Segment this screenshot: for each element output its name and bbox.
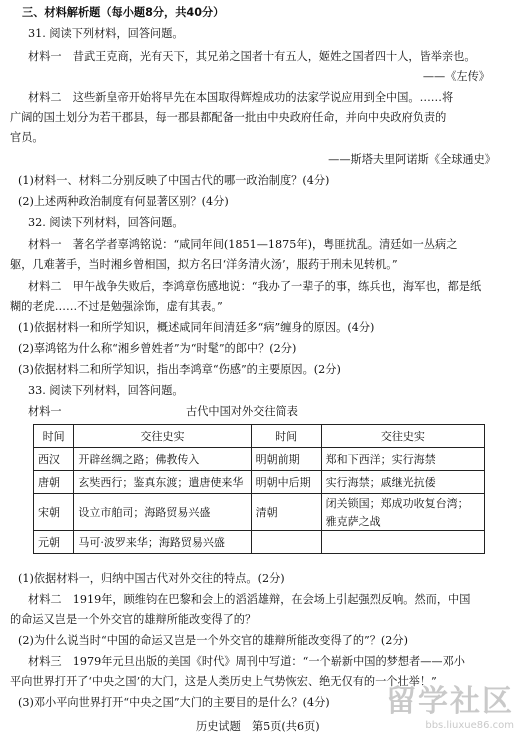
watermark <box>386 676 514 731</box>
page-footer: 历史试题 第5页(共6页) <box>196 720 320 733</box>
q32-stem: 32. 阅读下列材料，回答问题。 <box>28 216 184 229</box>
q32-part3: (3)依据材料二和所学知识，指出李鸿章“伤感”的主要原因。(2分) <box>18 363 341 376</box>
q31-material2-line2: 广阔的国土划分为若干郡县，每一郡县都配备一批由中央政府任命，并向中央政府负责的 <box>10 111 447 124</box>
q32-part2: (2)辜鸿铭为什么称“湘乡曾姓者”为“时髦”的郎中？(2分) <box>18 342 297 355</box>
table-cell <box>321 531 484 554</box>
table-header-cell: 交往史实 <box>74 425 251 448</box>
q31-part2: (2)上述两种政治制度有何显著区别？(4分) <box>18 195 229 208</box>
table-cell: 元朝 <box>34 531 74 554</box>
q33-part2: (2)为什么说当时“中国的命运又岂是一个外交官的雄辩所能改变得了的”？(2分) <box>18 634 408 647</box>
table-header-cell: 时间 <box>251 425 321 448</box>
q31-material2-source: ——斯塔夫里阿诺斯《全球通史》 <box>328 153 496 166</box>
table-cell: 玄奘西行；鉴真东渡；遣唐使来华 <box>74 471 251 494</box>
table-cell: 郑和下西洋；实行海禁 <box>321 448 484 471</box>
table-cell: 清朝 <box>251 494 321 531</box>
table-row <box>34 448 485 471</box>
q31-material2-line3: 官员。 <box>10 131 44 144</box>
watermark-url: bbs.liuxue86.com <box>425 720 514 731</box>
table-cell: 闭关锁国；郑成功收复台湾； <box>321 494 484 513</box>
table-cell: 明朝前期 <box>251 448 321 471</box>
table-cell: 雅克萨之战 <box>321 512 484 531</box>
table-cell <box>251 531 321 554</box>
table-header-cell: 时间 <box>34 425 74 448</box>
q31-material1-source: ——《左传》 <box>422 70 490 83</box>
q32-material1-line2: 躯，几难著手，当时湘乡曾相国，拟方名曰‘洋务清火汤’，服药于刑未见转机。” <box>10 258 398 271</box>
table-cell: 西汉 <box>34 448 74 471</box>
table-cell: 设立市舶司；海路贸易兴盛 <box>74 494 251 531</box>
q33-part3: (3)邓小平向世界打开“中央之国”大门的主要目的是什么？(4分) <box>18 696 330 709</box>
table-title: 古代中国对外交往简表 <box>186 405 298 418</box>
table-header-cell: 交往史实 <box>321 425 484 448</box>
q32-material2-line2: 糊的老虎……不过是勉强涂饰，虚有其表。” <box>10 300 223 313</box>
q31-part1: (1)材料一、材料二分别反映了中国古代的哪一政治制度？(4分) <box>18 174 330 187</box>
section-title: 三、材料解析题（每小题8分，共40分） <box>22 6 225 19</box>
table-cell: 马可·波罗来华；海路贸易兴盛 <box>74 531 251 554</box>
table-cell: 唐朝 <box>34 471 74 494</box>
q32-material2-line1: 材料二 甲午战争失败后，李鸿章伤感地说：“我办了一辈子的事，练兵也，海军也，都是纸 <box>28 280 482 293</box>
q33-material3-line2: 平向世界打开了‘中央之国’的大门，这是人类历史上气势恢宏、绝无仅有的一个壮举！” <box>10 675 437 688</box>
q33-part1: (1)依据材料一，归纳中国古代对外交往的特点。(2分) <box>18 572 285 585</box>
q33-material2-line2: 的命运又岂是一个外交官的雄辩所能改变得了的？ <box>10 613 257 626</box>
q31-stem: 31. 阅读下列材料，回答问题。 <box>28 27 184 40</box>
table-cell: 开辟丝绸之路；佛教传入 <box>74 448 251 471</box>
q33-material3-line1: 材料三 1979年元旦出版的美国《时代》周刊中写道：“一个崭新中国的梦想者——邓小 <box>28 655 465 668</box>
table-row <box>34 531 485 554</box>
q31-material1: 材料一 昔武王克商，光有天下，其兄弟之国者十有五人，姬姓之国者四十人，皆举亲也。 <box>28 50 476 63</box>
table-cell: 实行海禁；戚继光抗倭 <box>321 471 484 494</box>
table-cell: 明朝中后期 <box>251 471 321 494</box>
q33-material1-label: 材料一 <box>28 405 62 418</box>
table-header-row <box>34 425 485 448</box>
q32-material1-line1: 材料一 著名学者辜鸿铭说：“咸同年间(1851—1875年)，粤匪扰乱。清廷如一丛病之 <box>28 238 458 251</box>
table-row <box>34 494 485 513</box>
foreign-relations-table <box>33 424 485 554</box>
q33-stem: 33. 阅读下列材料，回答问题。 <box>28 384 184 397</box>
watermark-title: 留学社区 <box>386 684 514 719</box>
q32-part1: (1)依据材料一和所学知识，概述咸同年间清廷多“病”缠身的原因。(4分) <box>18 321 375 334</box>
q31-material2-line1: 材料二 这些新皇帝开始将早先在本国取得辉煌成功的法家学说应用到全中国。……将 <box>28 91 454 104</box>
table-row <box>34 471 485 494</box>
q33-material2-line1: 材料二 1919年，顾维钧在巴黎和会上的滔滔雄辩，在会场上引起强烈反响。然而，中国 <box>28 593 471 606</box>
table-cell: 宋朝 <box>34 494 74 531</box>
